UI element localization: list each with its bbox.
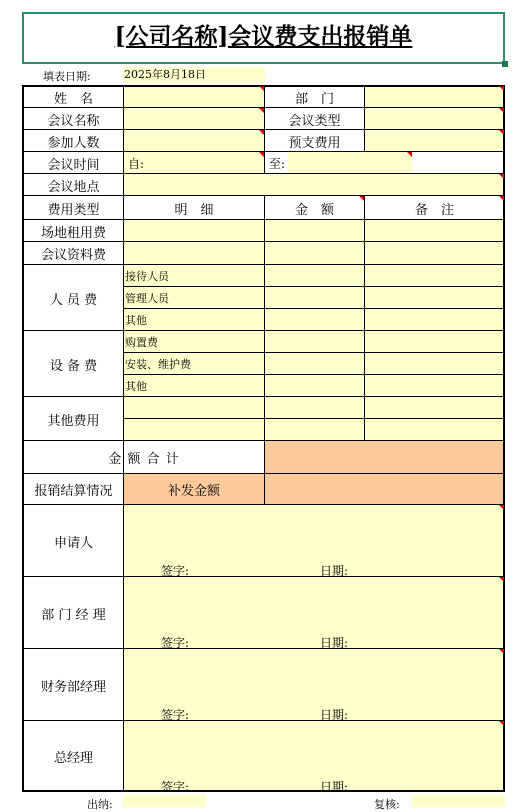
sign-label: 签字: <box>161 780 190 794</box>
other-label: 其他费用 <box>47 413 100 429</box>
venue-label: 场地租用费 <box>40 225 106 241</box>
fill-date-label: 填表日期: <box>43 70 91 83</box>
location-label: 会议地点 <box>47 179 100 195</box>
signoff-role: 申请人 <box>53 535 93 551</box>
settlement-label: 报销结算情况 <box>34 484 113 499</box>
equipment-item: 购置费 <box>125 336 158 349</box>
col-header-amount: 金 额 <box>294 202 334 218</box>
reviewer-field[interactable] <box>412 795 505 807</box>
col-header-remark: 备 注 <box>414 202 454 218</box>
name-label: 姓 名 <box>53 91 93 107</box>
materials-label: 会议资料费 <box>40 248 106 263</box>
meeting-time-label: 会议时间 <box>47 157 100 173</box>
reviewer-label: 复核: <box>374 798 400 811</box>
signoff-role: 总经理 <box>53 751 93 766</box>
equipment-item: 其他 <box>125 380 147 393</box>
total-label: 金 额 合 计 <box>108 452 180 467</box>
advance-label: 预支费用 <box>288 135 341 151</box>
col-header-detail: 明 细 <box>174 202 214 218</box>
col-header-type: 费用类型 <box>47 202 100 218</box>
cashier-label: 出纳: <box>87 798 113 811</box>
date-label: 日期: <box>320 708 349 722</box>
date-label: 日期: <box>320 564 349 578</box>
equipment-label: 设 备 费 <box>49 358 98 374</box>
to-label: 至: <box>268 156 286 171</box>
date-label: 日期: <box>320 780 349 794</box>
sign-label: 签字: <box>161 708 190 722</box>
resize-handle[interactable] <box>502 61 508 67</box>
meeting-type-label: 会议类型 <box>288 113 341 129</box>
date-label: 日期: <box>320 636 349 650</box>
personnel-item: 管理人员 <box>125 292 169 305</box>
equipment-item: 安装、维护费 <box>125 358 191 371</box>
sign-label: 签字: <box>161 636 190 650</box>
fill-date-value[interactable]: 2025年8月18日 <box>123 67 265 83</box>
supplement-label: 补发金额 <box>167 484 220 499</box>
signoff-role: 财务部经理 <box>40 679 106 695</box>
sign-label: 签字: <box>161 564 190 578</box>
personnel-label: 人 员 费 <box>49 292 98 308</box>
dept-label: 部 门 <box>294 91 334 107</box>
signoff-role: 部 门 经 理 <box>41 607 106 623</box>
page-title: [公司名称]会议费支出报销单 <box>114 23 413 50</box>
personnel-item: 接待人员 <box>125 270 169 283</box>
meeting-name-label: 会议名称 <box>47 113 100 129</box>
personnel-item: 其他 <box>125 314 147 327</box>
cashier-field[interactable] <box>123 795 206 807</box>
attendees-label: 参加人数 <box>47 135 100 151</box>
from-label: 自: <box>127 156 145 171</box>
